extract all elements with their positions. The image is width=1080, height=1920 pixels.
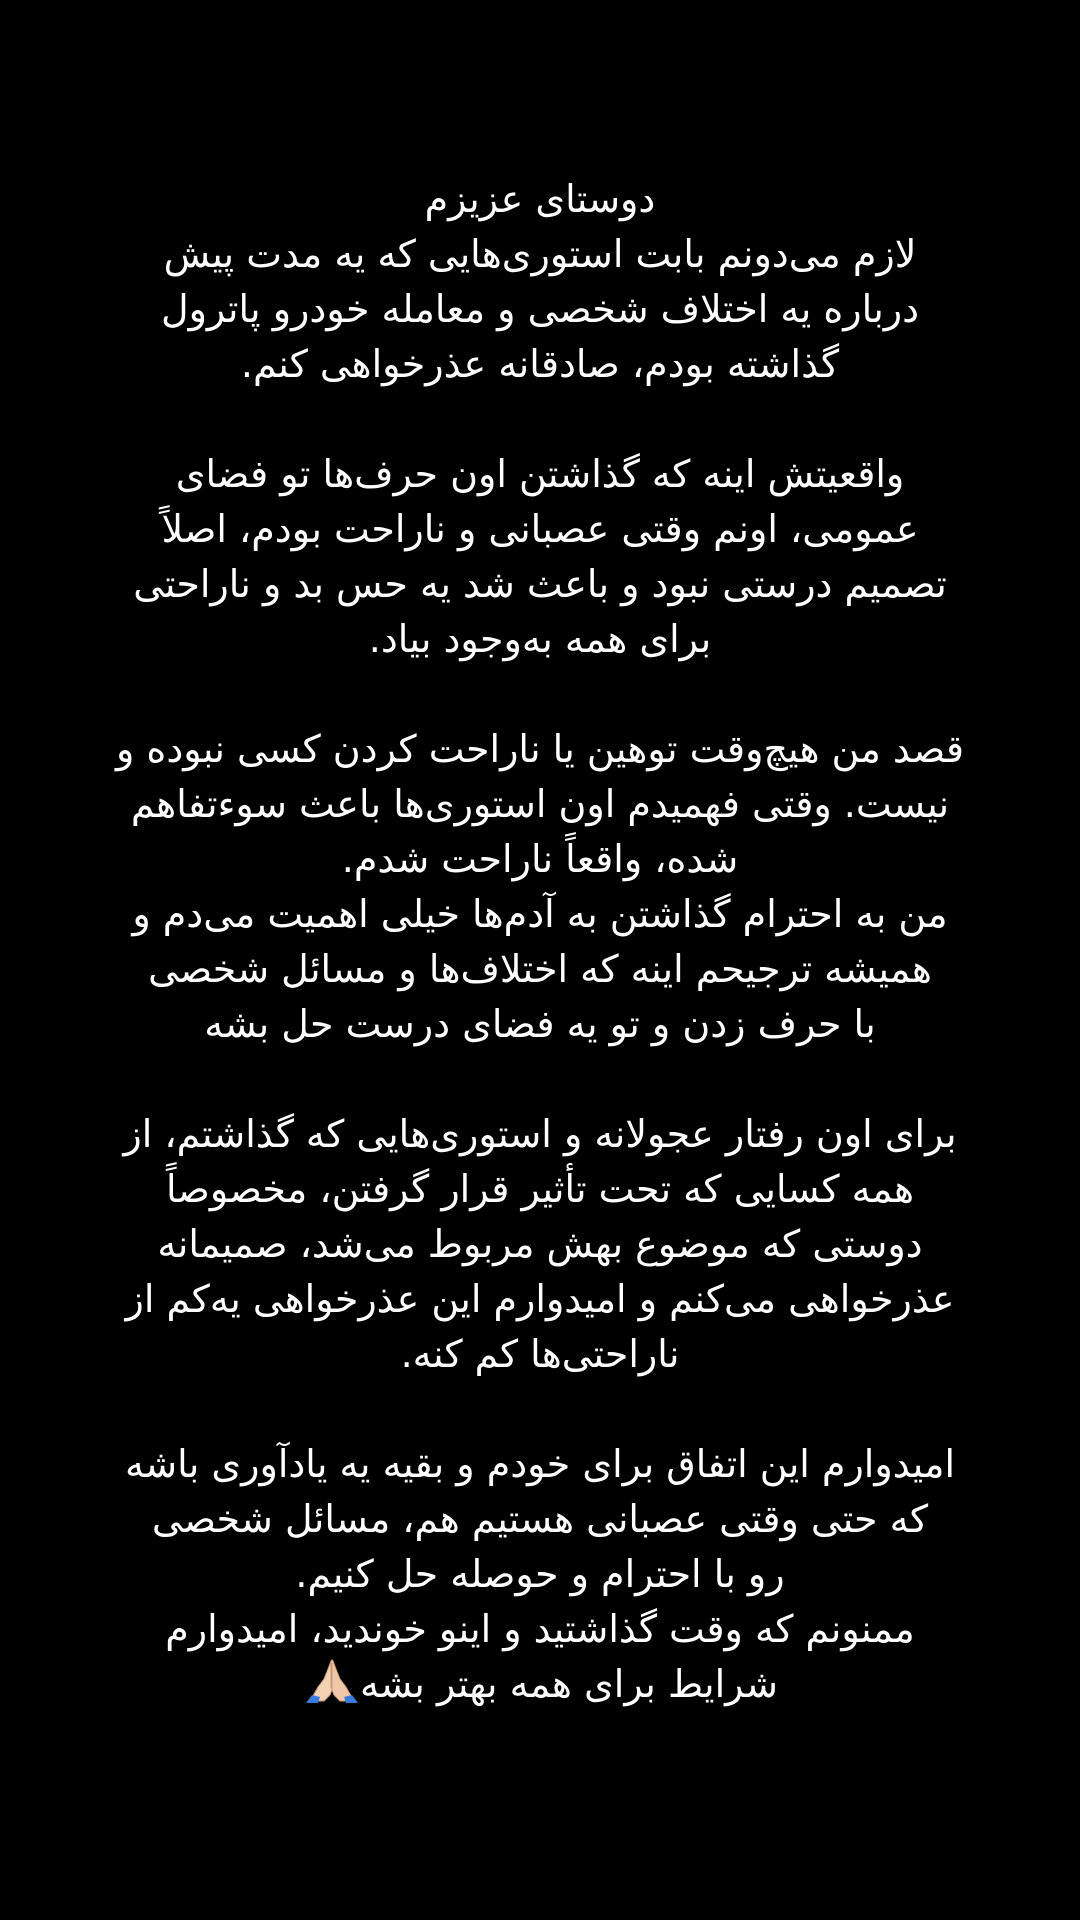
paragraph-gap	[80, 1382, 1000, 1437]
story-line: گذاشته بودم، صادقانه عذرخواهی کنم.	[240, 342, 840, 386]
story-line: که حتی وقتی عصبانی هستیم هم، مسائل شخصی	[151, 1497, 929, 1541]
paragraph-gap	[80, 392, 1000, 447]
story-line: قصد من هیچ‌وقت توهین یا ناراحت کردن کسی نبوده و	[116, 727, 964, 771]
story-text	[80, 172, 1000, 1712]
story-line: نیست. وقتی فهمیدم اون استوری‌ها باعث سوءتفاهم	[130, 782, 950, 826]
story-line: لازم می‌دونم بابت استوری‌هایی که یه مدت پیش	[163, 232, 917, 276]
story-line: همیشه ترجیحم اینه که اختلاف‌ها و مسائل شخصی	[148, 947, 932, 991]
folded-hands-icon	[304, 1657, 360, 1703]
paragraph-gap	[80, 1052, 1000, 1107]
story-line: با حرف زدن و تو یه فضای درست حل بشه	[204, 1002, 876, 1046]
paragraph-gap	[80, 667, 1000, 722]
story-line: رو با احترام و حوصله حل کنیم.	[295, 1552, 785, 1596]
story-line: درباره یه اختلاف شخصی و معامله خودرو پاترول	[160, 287, 920, 331]
story-line: دوستی که موضوع بهش مربوط می‌شد، صمیمانه	[157, 1222, 923, 1266]
story-line: شده، واقعاً ناراحت شدم.	[341, 837, 739, 881]
story-line-text: شرایط برای همه بهتر بشه	[360, 1662, 778, 1706]
story-line: برای اون رفتار عجولانه و استوری‌هایی که گذاشتم، از	[123, 1112, 957, 1156]
story-line: برای همه به‌وجود بیاد.	[368, 617, 712, 661]
story-line-last	[80, 1657, 1000, 1712]
story-line: ممنونم که وقت گذاشتید و اینو خوندید، امیدوارم	[165, 1607, 915, 1651]
story-line: عمومی، اونم وقتی عصبانی و ناراحت بودم، اصلاً	[161, 507, 919, 551]
story-line: امیدوارم این اتفاق برای خودم و بقیه یه یادآوری باشه	[124, 1442, 956, 1486]
story-line: من به احترام گذاشتن به آدم‌ها خیلی اهمیت می‌دم و	[132, 892, 948, 936]
story-line: واقعیتش اینه که گذاشتن اون حرف‌ها تو فضای	[175, 452, 905, 496]
story-line: دوستای عزیزم	[424, 177, 656, 221]
story-line: همه کسایی که تحت تأثیر قرار گرفتن، مخصوصاً	[165, 1167, 915, 1211]
story-line: تصمیم درستی نبود و باعث شد یه حس بد و ناراحتی	[133, 562, 947, 606]
story-line: عذرخواهی می‌کنم و امیدوارم این عذرخواهی یه‌کم از	[125, 1277, 955, 1321]
story-line: ناراحتی‌ها کم کنه.	[400, 1332, 680, 1376]
